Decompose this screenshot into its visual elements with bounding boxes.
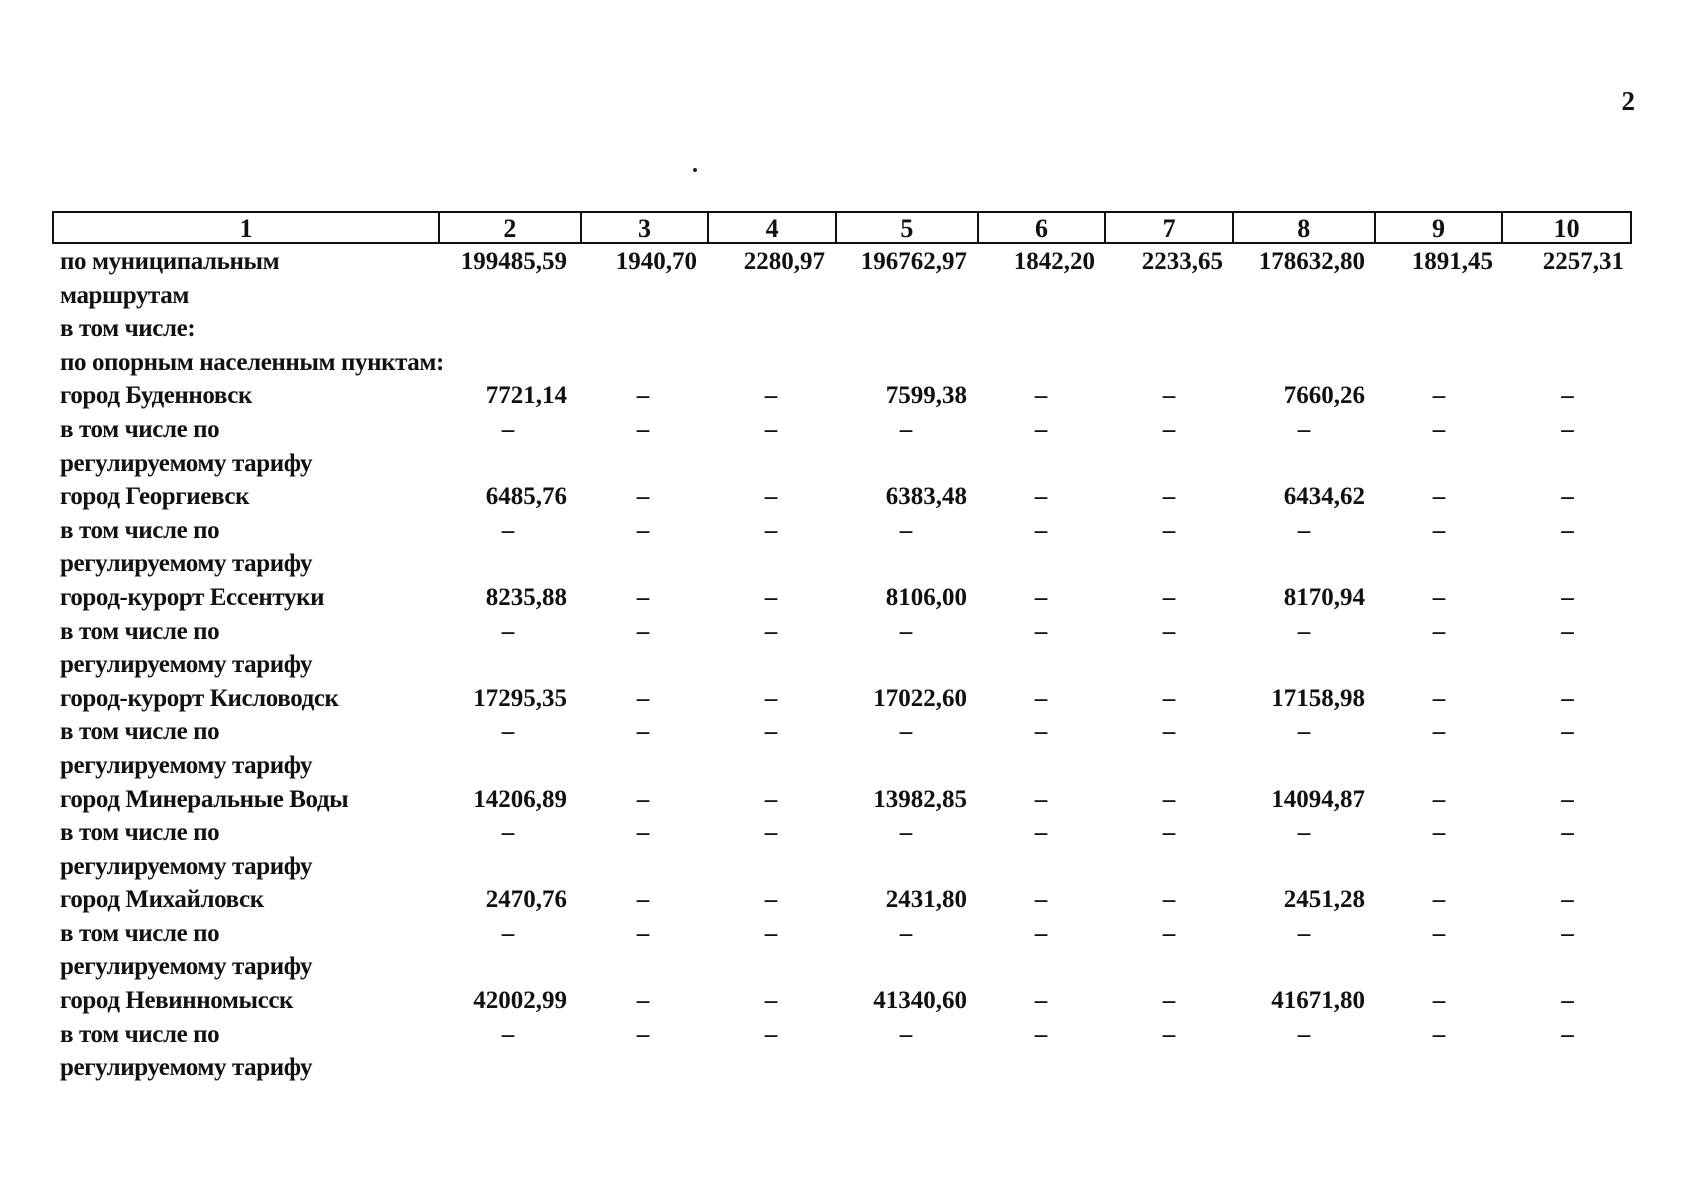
cell-col-7: – [1162, 583, 1176, 611]
cell-col-4: – [764, 987, 778, 1015]
cell-col-8: 8170,94 [1283, 583, 1365, 611]
row-label [52, 413, 437, 480]
cell-col-6: – [1034, 1020, 1048, 1048]
cell-col-3: – [636, 617, 650, 645]
row-label-line: по опорным населенным пунктам: [60, 348, 444, 376]
row-label [52, 346, 444, 380]
cell-col-5: – [899, 819, 913, 847]
header-cell-8: 8 [1232, 213, 1374, 242]
row-label-line: в том числе по [60, 617, 220, 645]
cell-col-3: – [636, 919, 650, 947]
cell-col-10: – [1561, 919, 1574, 947]
cell-col-6: – [1034, 583, 1048, 611]
cell-col-6: – [1034, 617, 1048, 645]
cell-col-4: – [764, 382, 778, 410]
cell-col-3: – [636, 516, 650, 544]
cell-col-6: 1842,20 [1013, 248, 1095, 275]
cell-col-7: 2233,65 [1141, 248, 1223, 275]
cell-col-10: – [1561, 1020, 1574, 1048]
row-label [52, 615, 437, 682]
cell-col-5: – [899, 415, 913, 443]
row-label [52, 581, 437, 615]
cell-col-5: – [899, 516, 913, 544]
cell-col-8: 41671,80 [1271, 987, 1365, 1015]
header-cell-3: 3 [580, 213, 708, 242]
tariff-table [52, 211, 1632, 1085]
cell-col-4: – [764, 516, 778, 544]
cell-col-3: – [636, 718, 650, 746]
row-label [52, 883, 437, 917]
cell-col-7: – [1162, 718, 1176, 746]
cell-col-8: – [1297, 617, 1311, 645]
row-label [52, 984, 437, 1018]
cell-col-4: – [764, 583, 778, 611]
cell-col-8: 7660,26 [1283, 382, 1365, 410]
cell-col-3: – [636, 483, 650, 511]
cell-col-6: – [1034, 785, 1048, 813]
header-cell-1: 1 [239, 214, 253, 243]
row-label-line: город-курорт Кисловодск [60, 684, 339, 712]
row-label [52, 783, 437, 817]
cell-col-3: 1940,70 [615, 248, 697, 275]
table-row [52, 783, 1632, 817]
cell-col-5: 8106,00 [885, 583, 967, 611]
cell-col-5: 196762,97 [860, 248, 967, 275]
row-label-line: в том числе по [60, 718, 220, 746]
cell-col-8: – [1297, 819, 1311, 847]
cell-col-6: – [1034, 718, 1048, 746]
cell-col-2: – [501, 1020, 515, 1048]
cell-col-6: – [1034, 819, 1048, 847]
table-row [52, 917, 1632, 984]
row-label-line: по муниципальным [60, 248, 280, 275]
row-label-line: в том числе по [60, 1020, 220, 1048]
cell-col-9: – [1432, 684, 1446, 712]
cell-col-8: 178632,80 [1258, 248, 1365, 275]
cell-col-2: 7721,14 [485, 382, 567, 410]
cell-col-9: – [1432, 617, 1446, 645]
table-row [52, 514, 1632, 581]
cell-col-5: 6383,48 [885, 483, 967, 511]
table-row [52, 413, 1632, 480]
cell-col-2: – [501, 617, 515, 645]
cell-col-4: – [764, 684, 778, 712]
cell-col-5: – [899, 718, 913, 746]
cell-col-2: 199485,59 [460, 248, 567, 275]
cell-col-7: – [1162, 415, 1176, 443]
cell-col-2: 6485,76 [485, 483, 567, 511]
row-label [52, 715, 437, 782]
cell-col-5: – [899, 1020, 913, 1048]
cell-col-7: – [1162, 919, 1176, 947]
header-cell-6: 6 [977, 213, 1105, 242]
row-label-line: регулируемому тарифу [60, 550, 313, 578]
cell-col-4: 2280,97 [743, 248, 825, 275]
cell-col-8: 14094,87 [1271, 785, 1365, 813]
cell-col-8: – [1297, 1020, 1311, 1048]
row-label-line: город Михайловск [60, 886, 264, 914]
row-label [52, 480, 437, 514]
cell-col-3: – [636, 987, 650, 1015]
cell-col-4: – [764, 1020, 778, 1048]
cell-col-4: – [764, 919, 778, 947]
cell-col-9: – [1432, 415, 1446, 443]
cell-col-2: 8235,88 [485, 583, 567, 611]
row-label-line: в том числе по [60, 516, 220, 544]
table-row [52, 312, 1632, 346]
cell-col-3: – [636, 415, 650, 443]
cell-col-2: – [501, 819, 515, 847]
cell-col-2: – [501, 415, 515, 443]
cell-col-9: – [1432, 718, 1446, 746]
cell-col-8: – [1297, 718, 1311, 746]
cell-col-6: – [1034, 382, 1048, 410]
cell-col-3: – [636, 684, 650, 712]
cell-col-10: – [1561, 483, 1574, 511]
row-label [52, 816, 437, 883]
table-row [52, 984, 1632, 1018]
row-label-line: регулируемому тарифу [60, 1054, 313, 1082]
row-label [52, 1018, 437, 1085]
cell-col-5: 41340,60 [873, 987, 967, 1015]
table-row [52, 379, 1632, 413]
cell-col-4: – [764, 415, 778, 443]
cell-col-4: – [764, 886, 778, 914]
cell-col-2: 42002,99 [473, 987, 567, 1015]
cell-col-2: 14206,89 [473, 785, 567, 813]
cell-col-7: – [1162, 987, 1176, 1015]
cell-col-2: 2470,76 [485, 886, 567, 914]
row-label-line: город-курорт Ессентуки [60, 583, 325, 611]
table-row [52, 816, 1632, 883]
cell-col-5: 7599,38 [885, 382, 967, 410]
table-row [52, 346, 1632, 380]
cell-col-3: – [636, 785, 650, 813]
header-cell-5: 5 [835, 213, 977, 242]
cell-col-6: – [1034, 483, 1048, 511]
cell-col-10: – [1561, 886, 1574, 914]
page-number: 2 [1621, 86, 1635, 116]
cell-col-9: – [1432, 483, 1446, 511]
cell-col-7: – [1162, 886, 1176, 914]
cell-col-10: – [1561, 987, 1574, 1015]
cell-col-9: – [1432, 785, 1446, 813]
table-body [52, 244, 1632, 1085]
table-row [52, 1018, 1632, 1085]
cell-col-3: – [636, 819, 650, 847]
cell-col-5: 2431,80 [885, 886, 967, 914]
row-label [52, 917, 437, 984]
cell-col-10: – [1561, 718, 1574, 746]
stray-mark [693, 168, 697, 172]
cell-col-7: – [1162, 483, 1176, 511]
cell-col-7: – [1162, 617, 1176, 645]
cell-col-9: – [1432, 987, 1446, 1015]
cell-col-7: – [1162, 1020, 1176, 1048]
table-row [52, 581, 1632, 615]
cell-col-2: – [501, 718, 515, 746]
row-label-line: в том числе: [60, 315, 196, 343]
cell-col-7: – [1162, 785, 1176, 813]
cell-col-4: – [764, 718, 778, 746]
table-row [52, 883, 1632, 917]
cell-col-7: – [1162, 516, 1176, 544]
cell-col-10: – [1561, 785, 1574, 813]
cell-col-3: – [636, 382, 650, 410]
table-row [52, 715, 1632, 782]
row-label-line: в том числе по [60, 919, 220, 947]
row-label-line: город Георгиевск [60, 483, 250, 511]
row-label-line: в том числе по [60, 819, 220, 847]
table-row [52, 615, 1632, 682]
cell-col-2: – [501, 919, 515, 947]
cell-col-8: 6434,62 [1283, 483, 1365, 511]
row-label-line: маршрутам [60, 281, 189, 309]
row-label-line: регулируемому тарифу [60, 651, 313, 679]
cell-col-4: – [764, 483, 778, 511]
header-cell-2: 2 [438, 213, 580, 242]
row-label-line: регулируемому тарифу [60, 953, 313, 981]
cell-col-3: – [636, 583, 650, 611]
cell-col-9: – [1432, 886, 1446, 914]
table-header-row [52, 211, 1632, 244]
cell-col-7: – [1162, 382, 1176, 410]
row-label [52, 514, 437, 581]
cell-col-5: – [899, 617, 913, 645]
cell-col-4: – [764, 785, 778, 813]
row-label-line: город Невинномысск [60, 987, 294, 1015]
cell-col-5: – [899, 919, 913, 947]
cell-col-10: – [1561, 819, 1574, 847]
cell-col-3: – [636, 886, 650, 914]
table-row [52, 480, 1632, 514]
cell-col-8: – [1297, 919, 1311, 947]
cell-col-6: – [1034, 987, 1048, 1015]
row-label [52, 312, 437, 346]
cell-col-6: – [1034, 415, 1048, 443]
cell-col-4: – [764, 617, 778, 645]
cell-col-8: 2451,28 [1283, 886, 1365, 914]
cell-col-3: – [636, 1020, 650, 1048]
cell-col-6: – [1034, 516, 1048, 544]
cell-col-8: 17158,98 [1271, 684, 1365, 712]
header-cell-4: 4 [707, 213, 835, 242]
cell-col-9: 1891,45 [1411, 248, 1493, 275]
cell-col-7: – [1162, 684, 1176, 712]
row-label [52, 245, 437, 312]
header-cell-7: 7 [1104, 213, 1232, 242]
row-label [52, 379, 437, 413]
row-label-line: регулируемому тарифу [60, 852, 313, 880]
cell-col-4: – [764, 819, 778, 847]
header-cell-10: 10 [1501, 213, 1630, 242]
cell-col-10: – [1561, 583, 1574, 611]
table-row [52, 245, 1632, 312]
row-label-line: в том числе по [60, 415, 220, 443]
cell-col-6: – [1034, 919, 1048, 947]
cell-col-10: – [1561, 516, 1574, 544]
cell-col-9: – [1432, 382, 1446, 410]
cell-col-9: – [1432, 919, 1446, 947]
cell-col-10: – [1561, 415, 1574, 443]
table-row [52, 682, 1632, 716]
header-cell-9: 9 [1374, 213, 1502, 242]
row-label-line: город Буденновск [60, 382, 252, 410]
cell-col-10: – [1561, 617, 1574, 645]
cell-col-5: 17022,60 [873, 684, 967, 712]
cell-col-6: – [1034, 684, 1048, 712]
cell-col-9: – [1432, 1020, 1446, 1048]
row-label-line: регулируемому тарифу [60, 449, 313, 477]
cell-col-9: – [1432, 516, 1446, 544]
cell-col-10: – [1561, 382, 1574, 410]
cell-col-7: – [1162, 819, 1176, 847]
row-label [52, 682, 437, 716]
cell-col-2: – [501, 516, 515, 544]
cell-col-6: – [1034, 886, 1048, 914]
row-label-line: город Минеральные Воды [60, 785, 349, 813]
cell-col-8: – [1297, 415, 1311, 443]
cell-col-10: – [1561, 684, 1574, 712]
cell-col-9: – [1432, 583, 1446, 611]
row-label-line: регулируемому тарифу [60, 751, 313, 779]
cell-col-9: – [1432, 819, 1446, 847]
cell-col-10: 2257,31 [1542, 248, 1624, 275]
cell-col-8: – [1297, 516, 1311, 544]
cell-col-2: 17295,35 [473, 684, 567, 712]
cell-col-5: 13982,85 [873, 785, 967, 813]
